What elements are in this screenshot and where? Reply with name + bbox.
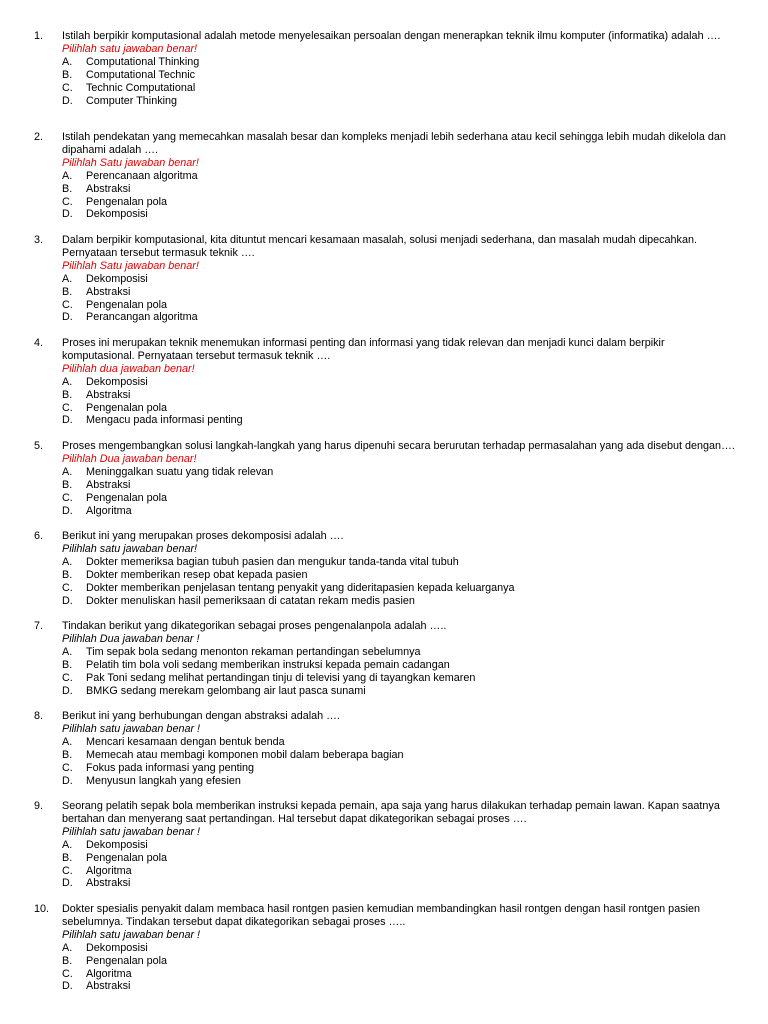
option-letter: C. xyxy=(62,298,73,311)
question-text: Berikut ini yang berhubungan dengan abstraksi adalah …. xyxy=(62,710,340,722)
option-text: Pengenalan pola xyxy=(86,195,168,208)
option-letter: C. xyxy=(62,195,73,208)
answer-instruction: Pilihlah satu jawaban benar ! xyxy=(62,825,201,838)
option-text: Perencanaan algoritma xyxy=(86,169,198,182)
answer-option xyxy=(62,95,740,108)
option-text: Dekomposisi xyxy=(86,208,148,221)
answer-option xyxy=(62,479,740,492)
question-body xyxy=(62,131,740,221)
question-4 xyxy=(34,337,740,427)
answer-option xyxy=(62,852,740,865)
question-number: 2. xyxy=(34,131,44,143)
option-text: Dokter memberikan penjelasan tentang penyakit yang dideritapasien kepada keluarganya xyxy=(86,581,515,594)
option-text: Technic Computational xyxy=(86,81,196,94)
option-text: Dekomposisi xyxy=(86,838,148,851)
option-letter: D. xyxy=(62,774,73,787)
option-letter: A. xyxy=(62,375,73,388)
option-text: Abstraksi xyxy=(86,877,131,890)
option-letter: B. xyxy=(62,388,73,401)
option-text: Algoritma xyxy=(86,864,132,877)
answer-option xyxy=(62,208,740,221)
option-text: Abstraksi xyxy=(86,388,131,401)
option-text: Dokter menuliskan hasil pemeriksaan di catatan rekam medis pasien xyxy=(86,594,415,607)
answer-option xyxy=(62,685,740,698)
option-text: Fokus pada informasi yang penting xyxy=(86,761,255,774)
answer-option xyxy=(62,402,740,415)
option-letter: B. xyxy=(62,851,73,864)
option-text: Pengenalan pola xyxy=(86,954,168,967)
option-letter: C. xyxy=(62,761,73,774)
question-10 xyxy=(34,903,740,993)
option-letter: D. xyxy=(62,594,73,607)
option-letter: B. xyxy=(62,478,73,491)
answer-option xyxy=(62,414,740,427)
option-text: Pengenalan pola xyxy=(86,298,168,311)
option-text: Memecah atau membagi komponen mobil dalam beberapa bagian xyxy=(86,748,404,761)
option-text: Dokter memeriksa bagian tubuh pasien dan mengukur tanda-tanda vital tubuh xyxy=(86,555,459,568)
option-letter: C. xyxy=(62,81,73,94)
answer-option xyxy=(62,736,740,749)
option-text: Dokter memberikan resep obat kepada pasien xyxy=(86,568,308,581)
option-text: Tim sepak bola sedang menonton rekaman pertandingan sebelumnya xyxy=(86,645,421,658)
answer-option xyxy=(62,672,740,685)
option-letter: C. xyxy=(62,491,73,504)
question-1 xyxy=(34,30,740,107)
option-letter: B. xyxy=(62,182,73,195)
answer-instruction: Pilihlah Dua jawaban benar! xyxy=(62,452,197,465)
option-text: Computer Thinking xyxy=(86,94,178,107)
option-letter: D. xyxy=(62,208,73,221)
option-text: Abstraksi xyxy=(86,980,131,993)
answer-option xyxy=(62,659,740,672)
answer-instruction: Pilihlah satu jawaban benar! xyxy=(62,542,198,555)
option-text: Meninggalkan suatu yang tidak relevan xyxy=(86,465,274,478)
option-letter: B. xyxy=(62,658,73,671)
option-letter: A. xyxy=(62,555,73,568)
question-7 xyxy=(34,620,740,697)
option-text: Abstraksi xyxy=(86,285,131,298)
question-5 xyxy=(34,440,740,517)
question-number: 8. xyxy=(34,710,44,722)
option-text: Dekomposisi xyxy=(86,272,148,285)
option-letter: D. xyxy=(62,684,73,697)
question-2 xyxy=(34,131,740,221)
question-text: Proses ini merupakan teknik menemukan informasi penting dan informasi yang tidak relevan dan menjadi kunci dalam berpikir komputasional. Pernyataan tersebut termasuk teknik …. xyxy=(62,337,665,362)
option-letter: A. xyxy=(62,735,73,748)
answer-option xyxy=(62,980,740,993)
option-text: BMKG sedang merekam gelombang air laut pasca sunami xyxy=(86,684,366,697)
question-text: Dokter spesialis penyakit dalam membaca hasil rontgen pasien kemudian membandingkan hasil rontgen dengan hasil rontgen pasien sebelumnya. Tindakan tersebut dapat dikategorikan sebagai proses ….. xyxy=(62,903,701,928)
question-number: 4. xyxy=(34,337,44,349)
answer-option xyxy=(62,56,740,69)
question-body xyxy=(62,30,740,107)
answer-option xyxy=(62,968,740,981)
option-letter: C. xyxy=(62,864,73,877)
answer-option xyxy=(62,492,740,505)
question-text: Seorang pelatih sepak bola memberikan instruksi kepada pemain, apa saja yang harus dilakukan terhadap pemain lawan. Kapan saatnya bertahan dan menyerang saat pertandingan. Hal tersebut dapat dikategorikan sebagai proses …. xyxy=(62,800,720,825)
option-letter: B. xyxy=(62,748,73,761)
option-letter: A. xyxy=(62,272,73,285)
answer-instruction: Pilihlah satu jawaban benar! xyxy=(62,42,198,55)
answer-option xyxy=(62,749,740,762)
answer-option xyxy=(62,955,740,968)
answer-instruction: Pilihlah satu jawaban benar ! xyxy=(62,928,201,941)
answer-option xyxy=(62,286,740,299)
option-text: Pak Toni sedang melihat pertandingan tinju di televisi yang di tayangkan kemaren xyxy=(86,671,476,684)
answer-option xyxy=(62,877,740,890)
question-body xyxy=(62,800,740,890)
answer-option xyxy=(62,865,740,878)
option-letter: B. xyxy=(62,568,73,581)
answer-option xyxy=(62,942,740,955)
option-text: Dekomposisi xyxy=(86,375,148,388)
question-text: Istilah berpikir komputasional adalah metode menyelesaikan persoalan dengan menerapkan teknik ilmu komputer (informatika) adalah …. xyxy=(62,30,721,42)
option-letter: A. xyxy=(62,645,73,658)
question-number: 9. xyxy=(34,800,44,812)
option-letter: A. xyxy=(62,838,73,851)
option-letter: A. xyxy=(62,465,73,478)
option-letter: D. xyxy=(62,504,73,517)
answer-option xyxy=(62,762,740,775)
answer-option xyxy=(62,646,740,659)
option-text: Mencari kesamaan dengan bentuk benda xyxy=(86,735,285,748)
answer-option xyxy=(62,376,740,389)
answer-instruction: Pilihlah satu jawaban benar ! xyxy=(62,722,201,735)
answer-option xyxy=(62,82,740,95)
question-number: 5. xyxy=(34,440,44,452)
question-body xyxy=(62,337,740,427)
question-text: Berikut ini yang merupakan proses dekomposisi adalah …. xyxy=(62,530,344,542)
option-text: Menyusun langkah yang efesien xyxy=(86,774,241,787)
question-number: 6. xyxy=(34,530,44,542)
option-letter: D. xyxy=(62,414,73,427)
option-letter: B. xyxy=(62,954,73,967)
question-text: Istilah pendekatan yang memecahkan masalah besar dan kompleks menjadi lebih sederhana atau kecil sehingga lebih mudah dikelola dan dipahami adalah …. xyxy=(62,131,726,156)
answer-option xyxy=(62,299,740,312)
answer-option xyxy=(62,389,740,402)
option-text: Algoritma xyxy=(86,967,132,980)
option-text: Mengacu pada informasi penting xyxy=(86,414,243,427)
answer-instruction: Pilihlah Satu jawaban benar! xyxy=(62,156,199,169)
question-3 xyxy=(34,234,740,324)
option-text: Abstraksi xyxy=(86,478,131,491)
question-number: 3. xyxy=(34,234,44,246)
question-8 xyxy=(34,710,740,787)
question-number: 7. xyxy=(34,620,44,632)
option-text: Pelatih tim bola voli sedang memberikan instruksi kepada pemain cadangan xyxy=(86,658,450,671)
answer-option xyxy=(62,196,740,209)
option-text: Pengenalan pola xyxy=(86,491,168,504)
option-text: Perancangan algoritma xyxy=(86,311,198,324)
answer-option xyxy=(62,505,740,518)
question-text: Proses mengembangkan solusi langkah-langkah yang harus dipenuhi secara berurutan terhadap permasalahan yang ada disebut dengan…. xyxy=(62,440,735,452)
question-body xyxy=(62,530,740,607)
answer-option xyxy=(62,170,740,183)
option-letter: C. xyxy=(62,581,73,594)
answer-instruction: Pilihlah dua jawaban benar! xyxy=(62,362,195,375)
option-text: Algoritma xyxy=(86,504,132,517)
question-number: 1. xyxy=(34,30,44,42)
answer-option xyxy=(62,582,740,595)
option-letter: C. xyxy=(62,671,73,684)
option-text: Computational Technic xyxy=(86,68,196,81)
question-9 xyxy=(34,800,740,890)
question-body xyxy=(62,234,740,324)
answer-option xyxy=(62,183,740,196)
question-text: Tindakan berikut yang dikategorikan sebagai proses pengenalanpola adalah ….. xyxy=(62,620,447,632)
option-letter: A. xyxy=(62,169,73,182)
option-letter: D. xyxy=(62,877,73,890)
answer-option xyxy=(62,273,740,286)
answer-option xyxy=(62,595,740,608)
answer-option xyxy=(62,839,740,852)
option-letter: D. xyxy=(62,980,73,993)
option-text: Abstraksi xyxy=(86,182,131,195)
answer-option xyxy=(62,569,740,582)
option-letter: B. xyxy=(62,68,73,81)
answer-option xyxy=(62,556,740,569)
answer-option xyxy=(62,775,740,788)
answer-option xyxy=(62,69,740,82)
option-letter: A. xyxy=(62,941,73,954)
option-letter: C. xyxy=(62,401,73,414)
option-letter: D. xyxy=(62,94,73,107)
question-body xyxy=(62,710,740,787)
option-letter: A. xyxy=(62,55,73,68)
option-text: Dekomposisi xyxy=(86,941,148,954)
option-letter: C. xyxy=(62,967,73,980)
option-text: Pengenalan pola xyxy=(86,401,168,414)
question-number: 10. xyxy=(34,903,50,915)
question-6 xyxy=(34,530,740,607)
question-body xyxy=(62,620,740,697)
answer-option xyxy=(62,311,740,324)
answer-instruction: Pilihlah Satu jawaban benar! xyxy=(62,259,199,272)
option-text: Pengenalan pola xyxy=(86,851,168,864)
question-body xyxy=(62,440,740,517)
question-text: Dalam berpikir komputasional, kita dituntut mencari kesamaan masalah, solusi menjadi sederhana, dan masalah mudah dipecahkan. Pernyataan tersebut termasuk teknik …. xyxy=(62,234,697,259)
option-text: Computational Thinking xyxy=(86,55,200,68)
answer-instruction: Pilihlah Dua jawaban benar ! xyxy=(62,632,200,645)
option-letter: B. xyxy=(62,285,73,298)
question-body xyxy=(62,903,740,993)
answer-option xyxy=(62,466,740,479)
option-letter: D. xyxy=(62,311,73,324)
